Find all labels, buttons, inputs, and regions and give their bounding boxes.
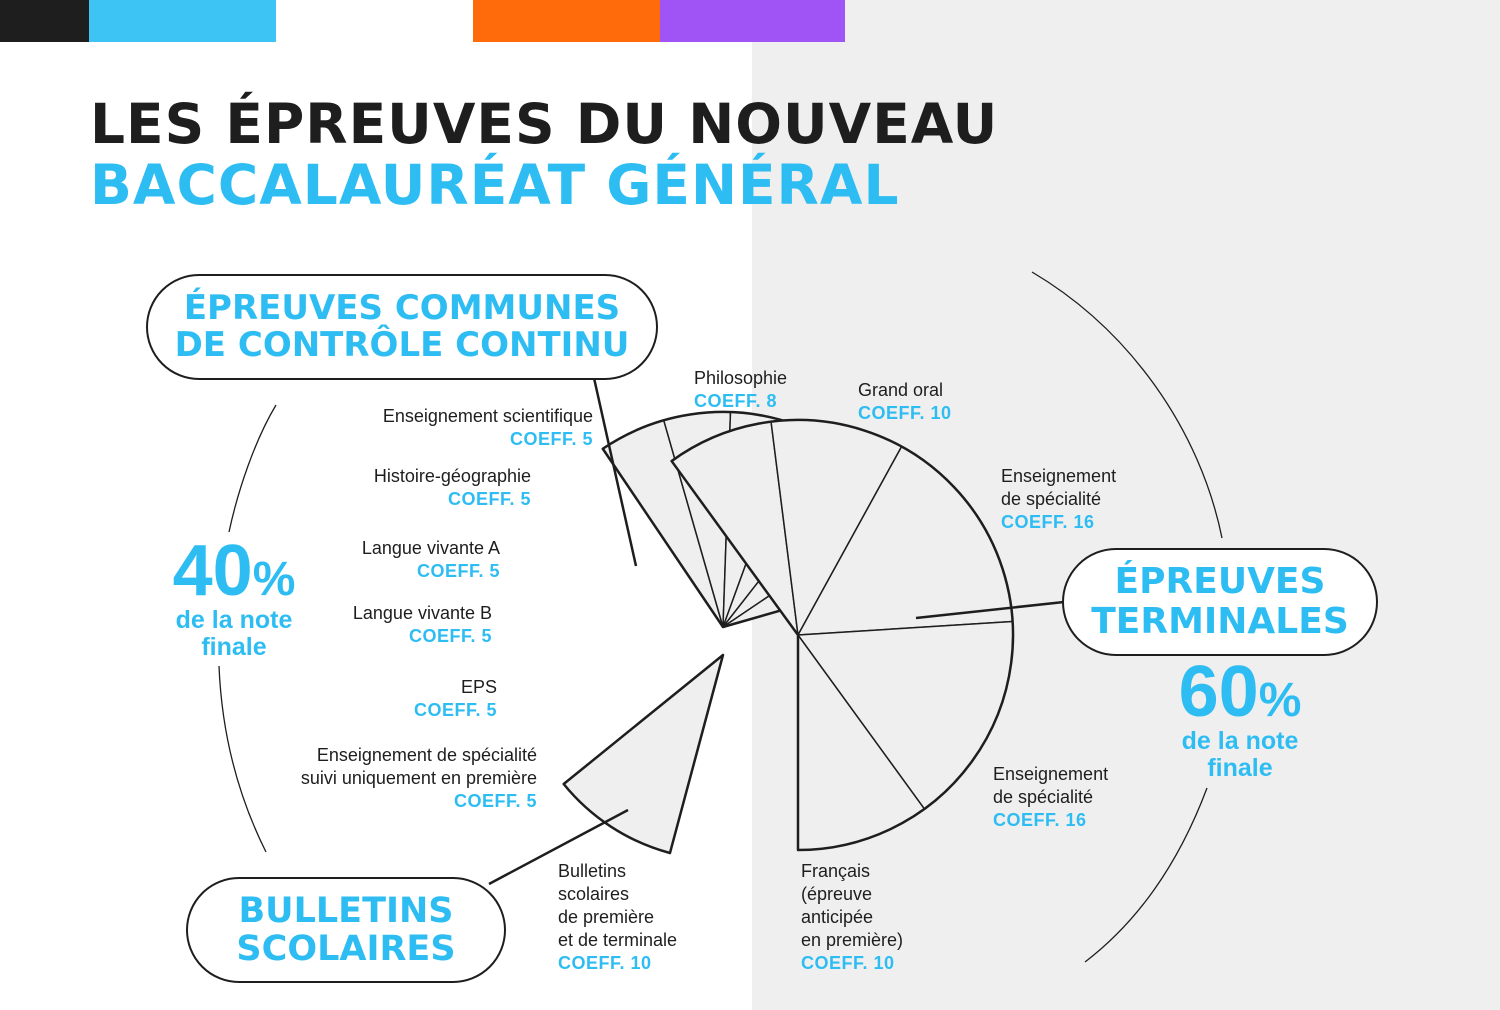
group-bulletins-line1: BULLETINS	[238, 890, 454, 931]
label-langue-vivante-b: Langue vivante B COEFF. 5	[352, 603, 492, 646]
title-line-1: LES ÉPREUVES DU NOUVEAU	[90, 92, 999, 156]
group-controle-continu-line2: DE CONTRÔLE CONTINU	[174, 325, 630, 365]
label-philosophie: Philosophie COEFF. 8	[694, 368, 788, 411]
percent-left-caption-2: finale	[201, 633, 267, 661]
group-controle-continu	[146, 274, 658, 380]
group-bulletins	[186, 877, 506, 983]
group-terminales-line2: TERMINALES	[1091, 601, 1349, 642]
percent-left-caption-1: de la note	[175, 606, 293, 634]
percent-left-value: 40%	[172, 531, 296, 611]
label-francais: Français (épreuve anticipée en première) COEFF. 10	[801, 861, 904, 973]
pie-slice-bulletins-scolaires-de-premiere-et-de-terminale-0	[564, 655, 723, 853]
label-langue-vivante-a: Langue vivante A COEFF. 5	[361, 538, 500, 581]
percent-left	[134, 531, 334, 661]
label-specialite-premiere: Enseignement de spécialité suivi uniquement en première COEFF. 5	[300, 745, 537, 811]
percent-right-value: 60%	[1178, 652, 1302, 732]
label-grand-oral: Grand oral COEFF. 10	[858, 380, 952, 423]
group-bulletins-line2: SCOLAIRES	[236, 929, 456, 969]
percent-right	[1145, 652, 1335, 782]
left-guide-arc-bottom	[219, 666, 266, 852]
label-histoire-geographie: Histoire-géographie COEFF. 5	[373, 466, 531, 509]
label-bulletins-scolaires: Bulletins scolaires de première et de terminale COEFF. 10	[558, 861, 678, 973]
pie-slices	[564, 412, 1013, 853]
label-eps: EPS COEFF. 5	[413, 677, 497, 720]
group-terminales	[1062, 548, 1378, 656]
label-enseignement-scientifique: Enseignement scientifique COEFF. 5	[382, 406, 593, 449]
label-specialite-terminale-2: Enseignement de spécialité COEFF. 16	[993, 764, 1109, 830]
percent-right-caption-1: de la note	[1181, 727, 1299, 755]
percent-right-caption-2: finale	[1207, 754, 1273, 782]
left-guide-arc-top	[229, 405, 276, 532]
label-specialite-terminale-1: Enseignement de spécialité COEFF. 16	[1001, 466, 1117, 532]
group-controle-continu-line1: ÉPREUVES COMMUNES	[183, 287, 621, 328]
group-terminales-line1: ÉPREUVES	[1114, 561, 1326, 603]
title-line-2: BACCALAURÉAT GÉNÉRAL	[90, 153, 900, 217]
